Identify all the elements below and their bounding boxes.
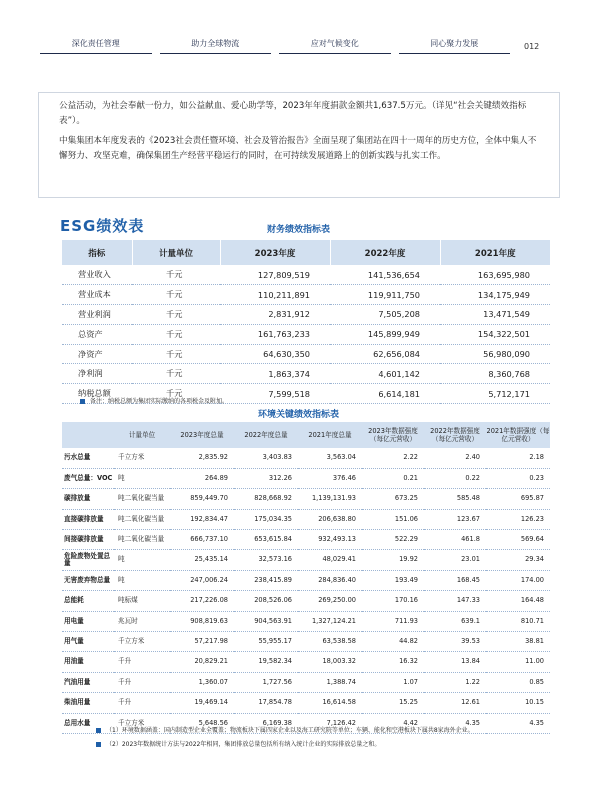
table-row: [62, 489, 550, 509]
table-cell-t2022: 17,854.78: [234, 693, 298, 713]
table-cell-i2023: 522.29: [362, 530, 424, 550]
table-cell-unit: 千元: [132, 285, 220, 305]
table-cell-unit: 兆瓦时: [114, 611, 170, 631]
table-cell-i2023: 0.21: [362, 468, 424, 488]
table-row: [62, 530, 550, 550]
table-cell-name: 碳排放量: [62, 489, 114, 509]
table-cell-t2022: 238,415.89: [234, 570, 298, 590]
table-row: [62, 324, 550, 344]
table-cell-v2023: 1,863,374: [220, 364, 330, 384]
financial-note: [80, 396, 228, 405]
table-row: [62, 265, 550, 285]
table-cell-unit: 千元: [132, 324, 220, 344]
table-cell-t2023: 1,360.07: [170, 672, 234, 692]
table-cell-v2021: 13,471,549: [440, 305, 550, 325]
table-cell-t2023: 20,829.21: [170, 652, 234, 672]
table-cell-v2023: 2,831,912: [220, 305, 330, 325]
table-cell-v2021: 5,712,171: [440, 384, 550, 404]
table-cell-name: 间接碳排放量: [62, 530, 114, 550]
table-cell-i2022: 39.53: [424, 632, 486, 652]
table-row: [62, 693, 550, 713]
table-cell-i2021: 126.23: [486, 509, 550, 529]
environment-header-row: [62, 422, 550, 448]
environment-header-total-2022: 2022年度总量: [234, 422, 298, 448]
table-cell-t2023: 908,819.63: [170, 611, 234, 631]
table-cell-name: 营业利润: [62, 305, 132, 325]
table-cell-t2023: 666,737.10: [170, 530, 234, 550]
table-cell-v2022: 145,899,949: [330, 324, 440, 344]
table-cell-name: 净利润: [62, 364, 132, 384]
table-cell-t2023: 247,006.24: [170, 570, 234, 590]
environment-header-total-2021: 2021年度总量: [298, 422, 362, 448]
table-cell-t2021: 932,493.13: [298, 530, 362, 550]
table-cell-i2023: 2.22: [362, 448, 424, 468]
financial-header-2021: 2021年度: [440, 240, 550, 265]
table-row: [62, 344, 550, 364]
table-cell-i2021: 38.81: [486, 632, 550, 652]
table-cell-t2021: 7,126.42: [298, 713, 362, 733]
table-cell-v2023: 127,809,519: [220, 265, 330, 285]
table-cell-i2022: 12.61: [424, 693, 486, 713]
table-cell-t2022: 1,727.56: [234, 672, 298, 692]
table-cell-v2023: 161,763,233: [220, 324, 330, 344]
table-cell-t2021: 18,003.32: [298, 652, 362, 672]
table-cell-v2022: 7,505,208: [330, 305, 440, 325]
table-cell-t2022: 6,169.38: [234, 713, 298, 733]
table-cell-i2021: 164.48: [486, 591, 550, 611]
table-cell-unit: 千元: [132, 364, 220, 384]
table-cell-unit: 吨: [114, 570, 170, 590]
table-cell-t2023: 192,834.47: [170, 509, 234, 529]
table-cell-t2021: 206,638.80: [298, 509, 362, 529]
table-cell-name: 直接碳排放量: [62, 509, 114, 529]
table-cell-unit: 千元: [132, 305, 220, 325]
table-cell-i2021: 0.23: [486, 468, 550, 488]
table-cell-t2021: 1,327,124.21: [298, 611, 362, 631]
table-cell-i2023: 1.07: [362, 672, 424, 692]
table-cell-t2022: 904,563.91: [234, 611, 298, 631]
table-cell-i2023: 673.25: [362, 489, 424, 509]
table-cell-name: 用气量: [62, 632, 114, 652]
table-cell-unit: 千元: [132, 344, 220, 364]
table-row: [62, 591, 550, 611]
table-cell-t2022: 32,573.16: [234, 550, 298, 570]
bullet-icon: [96, 728, 101, 733]
nav-item-climate[interactable]: 应对气候变化: [279, 38, 391, 54]
table-cell-v2022: 62,656,084: [330, 344, 440, 364]
table-row: [62, 364, 550, 384]
table-cell-v2023: 64,630,350: [220, 344, 330, 364]
table-cell-i2022: 0.22: [424, 468, 486, 488]
table-cell-unit: 吨: [114, 468, 170, 488]
financial-note-text: 备注：纳税总额为集团实际缴纳的各项税金及附加。: [90, 398, 229, 405]
table-cell-t2022: 208,526.06: [234, 591, 298, 611]
table-cell-name: 总资产: [62, 324, 132, 344]
table-cell-name: 纳税总额: [62, 384, 132, 404]
table-row: [62, 672, 550, 692]
table-cell-i2023: 193.49: [362, 570, 424, 590]
table-cell-unit: 吨二氧化碳当量: [114, 489, 170, 509]
table-cell-i2023: 44.82: [362, 632, 424, 652]
table-cell-name: 净资产: [62, 344, 132, 364]
financial-table-title: 财务绩效指标表: [266, 225, 330, 235]
table-cell-i2023: 151.06: [362, 509, 424, 529]
environment-header-total-2023: 2023年度总量: [170, 422, 234, 448]
table-cell-t2021: 3,563.04: [298, 448, 362, 468]
table-cell-t2023: 264.89: [170, 468, 234, 488]
financial-header-row: [62, 240, 550, 265]
table-cell-unit: 千立方米: [114, 448, 170, 468]
environment-header-intensity-2023: 2023年数据强度（每亿元营收）: [362, 422, 424, 448]
table-cell-unit: 吨: [114, 550, 170, 570]
table-cell-t2022: 55,955.17: [234, 632, 298, 652]
table-cell-unit: 千元: [132, 384, 220, 404]
intro-paragraph-2: 中集集团本年度发表的《2023社会责任暨环境、社会及管治报告》全面呈现了集团站在四十一周年的历史方位，全体中集人不懈努力、攻坚克难，确保集团生产经营平稳运行的同时，在可持续发展道路上的创新实践与扎实工作。: [59, 136, 537, 161]
table-cell-name: 汽油用量: [62, 672, 114, 692]
table-cell-i2023: 19.92: [362, 550, 424, 570]
table-row: [62, 305, 550, 325]
table-cell-unit: 吨标煤: [114, 591, 170, 611]
table-cell-unit: 千升: [114, 672, 170, 692]
table-row: [62, 652, 550, 672]
table-cell-i2022: 639.1: [424, 611, 486, 631]
table-cell-i2022: 461.8: [424, 530, 486, 550]
table-row: [62, 632, 550, 652]
table-cell-i2023: 711.93: [362, 611, 424, 631]
intro-box: [38, 92, 560, 198]
top-nav: [40, 38, 510, 54]
table-cell-t2023: 859,449.70: [170, 489, 234, 509]
table-row: [62, 570, 550, 590]
table-cell-t2022: 653,615.84: [234, 530, 298, 550]
table-cell-name: 营业收入: [62, 265, 132, 285]
table-cell-t2021: 63,538.58: [298, 632, 362, 652]
table-cell-t2023: 25,435.14: [170, 550, 234, 570]
table-cell-i2021: 11.00: [486, 652, 550, 672]
nav-item-responsibility[interactable]: 深化责任管理: [40, 38, 152, 54]
table-cell-i2023: 16.32: [362, 652, 424, 672]
table-cell-i2021: 10.15: [486, 693, 550, 713]
table-cell-i2022: 4.35: [424, 713, 486, 733]
table-cell-i2022: 1.22: [424, 672, 486, 692]
table-cell-t2021: 16,614.58: [298, 693, 362, 713]
environment-header-blank: [62, 422, 114, 448]
environment-table-title: 环境关键绩效指标表: [257, 410, 339, 420]
table-cell-name: 营业成本: [62, 285, 132, 305]
table-cell-t2021: 1,388.74: [298, 672, 362, 692]
table-cell-v2022: 4,601,142: [330, 364, 440, 384]
table-cell-i2021: 4.35: [486, 713, 550, 733]
table-cell-i2023: 15.25: [362, 693, 424, 713]
intro-paragraph-1: 公益活动，为社会奉献一份力，如公益献血、爱心助学等，2023年年度捐款金额共1,637.5万元。（详见“社会关键绩效指标表”）。: [59, 101, 527, 126]
table-cell-i2021: 2.18: [486, 448, 550, 468]
table-row: [62, 448, 550, 468]
table-cell-v2021: 134,175,949: [440, 285, 550, 305]
table-cell-name: 危险废物处置总量: [62, 550, 114, 570]
table-cell-i2022: 585.48: [424, 489, 486, 509]
environment-header-intensity-2022: 2022年数据强度（每亿元营收）: [424, 422, 486, 448]
table-cell-v2022: 119,911,750: [330, 285, 440, 305]
bullet-icon: [80, 399, 85, 404]
table-row: [62, 285, 550, 305]
table-cell-i2022: 147.33: [424, 591, 486, 611]
financial-header-2023: 2023年度: [220, 240, 330, 265]
environment-note-2-text: （2）2023年数据统计方法与2022年相同，集团排放总量包括所有纳入统计企业的实际排放总量之和。: [106, 741, 381, 748]
table-cell-i2021: 174.00: [486, 570, 550, 590]
table-cell-v2022: 141,536,654: [330, 265, 440, 285]
table-cell-name: 用电量: [62, 611, 114, 631]
table-cell-t2023: 5,648.56: [170, 713, 234, 733]
table-cell-t2022: 828,668.92: [234, 489, 298, 509]
table-cell-i2022: 2.40: [424, 448, 486, 468]
table-cell-t2022: 175,034.35: [234, 509, 298, 529]
table-cell-i2021: 810.71: [486, 611, 550, 631]
table-cell-unit: 千立方米: [114, 713, 170, 733]
table-cell-i2022: 13.84: [424, 652, 486, 672]
nav-item-logistics[interactable]: 助力全球物流: [160, 38, 272, 54]
environment-note-2: [96, 738, 474, 752]
table-row: [62, 550, 550, 570]
table-cell-i2022: 168.45: [424, 570, 486, 590]
table-cell-t2021: 284,836.40: [298, 570, 362, 590]
table-cell-t2021: 376.46: [298, 468, 362, 488]
table-cell-v2021: 163,695,980: [440, 265, 550, 285]
table-cell-i2021: 0.85: [486, 672, 550, 692]
environment-table: [62, 422, 550, 734]
table-cell-v2021: 154,322,501: [440, 324, 550, 344]
financial-table: [62, 240, 550, 404]
nav-item-development[interactable]: 同心聚力发展: [399, 38, 511, 54]
table-cell-v2021: 56,980,090: [440, 344, 550, 364]
table-cell-name: 总能耗: [62, 591, 114, 611]
table-cell-t2021: 1,139,131.93: [298, 489, 362, 509]
table-cell-name: 用油量: [62, 652, 114, 672]
environment-header-intensity-2021: 2021年数据强度（每亿元营收）: [486, 422, 550, 448]
table-cell-unit: 千立方米: [114, 632, 170, 652]
table-cell-i2023: 170.16: [362, 591, 424, 611]
page-number: 012: [524, 42, 540, 51]
table-cell-t2021: 48,029.41: [298, 550, 362, 570]
table-cell-name: 无害废弃物总量: [62, 570, 114, 590]
table-cell-unit: 千升: [114, 652, 170, 672]
table-cell-i2022: 123.67: [424, 509, 486, 529]
environment-note-1: [96, 724, 474, 738]
esg-section-title: ESG绩效表: [60, 217, 145, 235]
environment-notes: [96, 724, 474, 752]
table-cell-name: 总用水量: [62, 713, 114, 733]
environment-header-unit: 计量单位: [114, 422, 170, 448]
table-cell-t2022: 312.26: [234, 468, 298, 488]
table-cell-t2022: 19,582.34: [234, 652, 298, 672]
bullet-icon: [96, 742, 101, 747]
table-cell-i2022: 23.01: [424, 550, 486, 570]
table-cell-v2023: 110,211,891: [220, 285, 330, 305]
table-cell-name: 柴油用量: [62, 693, 114, 713]
table-cell-t2023: 19,469.14: [170, 693, 234, 713]
table-cell-name: 废气总量：VOC: [62, 468, 114, 488]
table-cell-t2023: 57,217.98: [170, 632, 234, 652]
table-cell-i2023: 4.42: [362, 713, 424, 733]
environment-note-1-text: （1）环境数据涵盖：国内制造型企业全覆盖；物流板块下属四家企业以及海工研究院等单位；车辆、能化和空港板块下属共8家海外企业。: [106, 727, 474, 734]
table-row: [62, 611, 550, 631]
table-cell-t2023: 217,226.08: [170, 591, 234, 611]
table-row: [62, 509, 550, 529]
table-cell-i2021: 29.34: [486, 550, 550, 570]
table-cell-unit: 千升: [114, 693, 170, 713]
table-row: [62, 468, 550, 488]
table-cell-t2023: 2,835.92: [170, 448, 234, 468]
financial-header-2022: 2022年度: [330, 240, 440, 265]
table-cell-v2021: 8,360,768: [440, 364, 550, 384]
table-cell-v2022: 6,614,181: [330, 384, 440, 404]
financial-header-indicator: 指标: [62, 240, 132, 265]
table-cell-t2021: 269,250.00: [298, 591, 362, 611]
table-cell-unit: 吨二氧化碳当量: [114, 509, 170, 529]
table-cell-i2021: 695.87: [486, 489, 550, 509]
table-cell-name: 污水总量: [62, 448, 114, 468]
financial-header-unit: 计量单位: [132, 240, 220, 265]
table-cell-unit: 千元: [132, 265, 220, 285]
table-cell-v2023: 7,599,518: [220, 384, 330, 404]
table-cell-unit: 吨二氧化碳当量: [114, 530, 170, 550]
table-cell-t2022: 3,403.83: [234, 448, 298, 468]
table-cell-i2021: 569.64: [486, 530, 550, 550]
